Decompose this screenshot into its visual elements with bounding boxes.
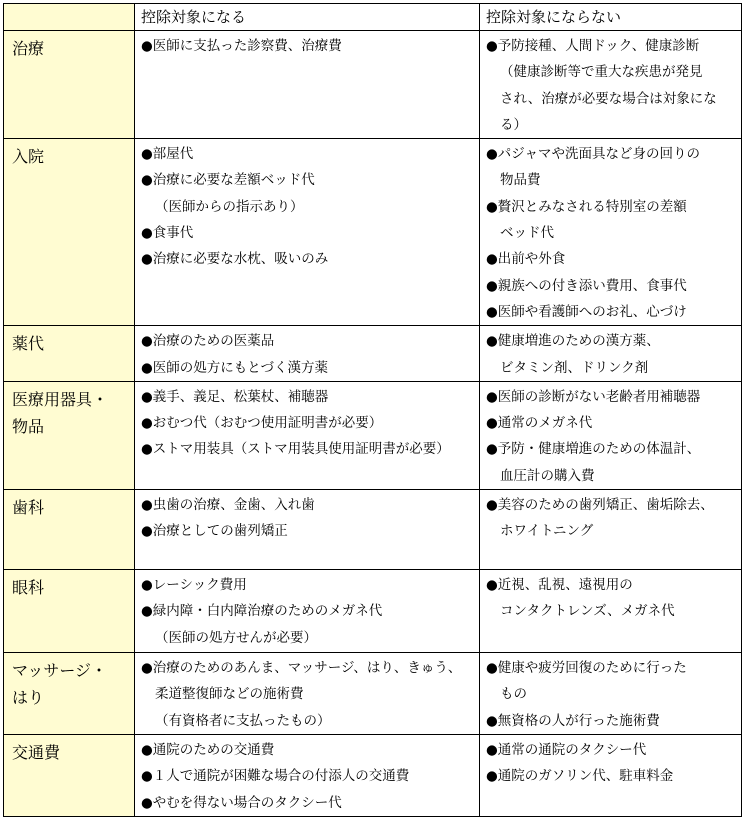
list-item: ●予防接種、人間ドック、健康診断	[486, 38, 700, 54]
category-cell	[4, 139, 135, 326]
category-cell	[4, 490, 135, 570]
list-item: （医師の処方せんが必要）	[155, 629, 317, 646]
deductible-cell	[135, 31, 480, 139]
category-label: 歯科	[12, 498, 45, 518]
list-item: ●義手、義足、松葉杖、補聴器	[141, 388, 329, 405]
list-item: る）	[500, 116, 527, 133]
table-body	[4, 31, 742, 817]
non-deductible-cell	[480, 139, 742, 326]
list-item: （医師からの指示あり）	[155, 198, 304, 215]
list-item: ●ストマ用装具（ストマ用装具使用証明書が必要）	[141, 441, 450, 458]
list-item: ●やむを得ない場合のタクシー代	[141, 794, 342, 811]
list-item: ●親族への付き添い費用、食事代	[486, 277, 687, 294]
list-item: ●美容のための歯列矯正、歯垢除去、	[486, 497, 714, 514]
list-item: （有資格者に支払ったもの）	[155, 712, 331, 729]
table-row-treatment	[4, 31, 742, 139]
category-label: 入院	[12, 147, 45, 167]
list-item: ●医師に支払った診察費、治療費	[141, 38, 342, 54]
deductible-cell	[135, 490, 480, 570]
category-cell	[4, 31, 135, 139]
category-label: 医療用器具・	[12, 389, 109, 409]
deductible-cell	[135, 734, 480, 816]
list-item: ●治療に必要な差額ベッド代	[141, 172, 315, 189]
list-item: ●医師の処方にもとづく漢方薬	[141, 359, 329, 376]
table-row-medicine	[4, 326, 742, 382]
list-item: ●食事代	[141, 225, 194, 242]
non-deductible-cell	[480, 31, 742, 139]
list-item: ●医師の診断がない老齢者用補聴器	[486, 388, 701, 405]
table-row-hospitalization	[4, 139, 742, 326]
table-row-dental	[4, 490, 742, 570]
category-cell	[4, 570, 135, 653]
category-label: 治療	[12, 39, 45, 58]
list-item: ●予防・健康増進のための体温計、	[486, 441, 701, 458]
category-cell	[4, 734, 135, 816]
list-item: 血圧計の購入費	[500, 467, 595, 484]
deductible-cell	[135, 326, 480, 382]
list-item: ●パジャマや洗面具など身の回りの	[486, 146, 701, 163]
table-row-medical-equipment	[4, 381, 742, 489]
non-deductible-cell	[480, 653, 742, 735]
list-item: ●おむつ代（おむつ使用証明書が必要）	[141, 415, 383, 432]
header-corner-cell	[4, 4, 135, 31]
list-item: ●近視、乱視、遠視用の	[486, 577, 633, 594]
list-item: ●通院のための交通費	[141, 741, 275, 758]
list-item: ●医師や看護師へのお礼、心づけ	[486, 303, 687, 320]
header-non-deductible: 控除対象にならない	[480, 4, 742, 31]
list-item: ●通院のガソリン代、駐車料金	[486, 768, 674, 785]
list-item: （健康診断等で重大な疾患が発見	[500, 64, 703, 81]
category-label: 交通費	[12, 742, 61, 762]
non-deductible-cell	[480, 381, 742, 489]
list-item: 柔道整復師などの施術費	[155, 686, 304, 703]
table-row-ophthalmology	[4, 570, 742, 653]
list-item: ●出前や外食	[486, 251, 566, 268]
category-label: 薬代	[12, 334, 45, 354]
list-item: され、治療が必要な場合は対象にな	[500, 90, 717, 107]
list-item: ●通常の通院のタクシー代	[486, 741, 647, 758]
list-item: ●１人で通院が困難な場合の付添人の交通費	[141, 768, 410, 785]
category-label: マッサージ・	[12, 661, 108, 681]
non-deductible-cell	[480, 490, 742, 570]
category-cell	[4, 381, 135, 489]
deductible-cell	[135, 139, 480, 326]
list-item: ホワイトニング	[500, 523, 594, 540]
header-deductible: 控除対象になる	[135, 4, 480, 31]
list-item: ●緑内障・白内障治療のためのメガネ代	[141, 603, 383, 620]
deductible-cell	[135, 570, 480, 653]
list-item: ●レーシック費用	[141, 577, 247, 594]
deductible-cell	[135, 653, 480, 735]
list-item: ベッド代	[500, 225, 554, 242]
category-cell	[4, 326, 135, 382]
category-label: 物品	[12, 416, 45, 436]
list-item: ●通常のメガネ代	[486, 415, 593, 432]
list-item: ●治療のためのあんま、マッサージ、はり、きゅう、	[141, 660, 462, 677]
list-item: ●健康増進のための漢方薬、	[486, 333, 660, 350]
list-item: 物品費	[500, 172, 541, 189]
list-item: ●治療としての歯列矯正	[141, 523, 288, 540]
non-deductible-cell	[480, 570, 742, 653]
table-row-massage	[4, 653, 742, 735]
non-deductible-cell	[480, 326, 742, 382]
non-deductible-cell	[480, 734, 742, 816]
medical-deduction-table	[3, 3, 742, 817]
list-item: ●贅沢とみなされる特別室の差額	[486, 198, 687, 215]
list-item: ●部屋代	[141, 146, 194, 163]
category-label: 眼科	[12, 578, 45, 598]
list-item: ●治療のための医薬品	[141, 333, 275, 350]
category-label: はり	[12, 688, 45, 708]
list-item: ●虫歯の治療、金歯、入れ歯	[141, 497, 315, 514]
table-row-transportation	[4, 734, 742, 816]
header-row	[4, 4, 742, 31]
list-item: もの	[500, 686, 527, 703]
list-item: ●治療に必要な水枕、吸いのみ	[141, 251, 329, 268]
list-item: ビタミン剤、ドリンク剤	[500, 359, 649, 376]
deductible-cell	[135, 381, 480, 489]
list-item: コンタクトレンズ、メガネ代	[500, 603, 675, 620]
category-cell	[4, 653, 135, 735]
list-item: ●無資格の人が行った施術費	[486, 712, 660, 729]
list-item: ●健康や疲労回復のために行った	[486, 660, 687, 677]
